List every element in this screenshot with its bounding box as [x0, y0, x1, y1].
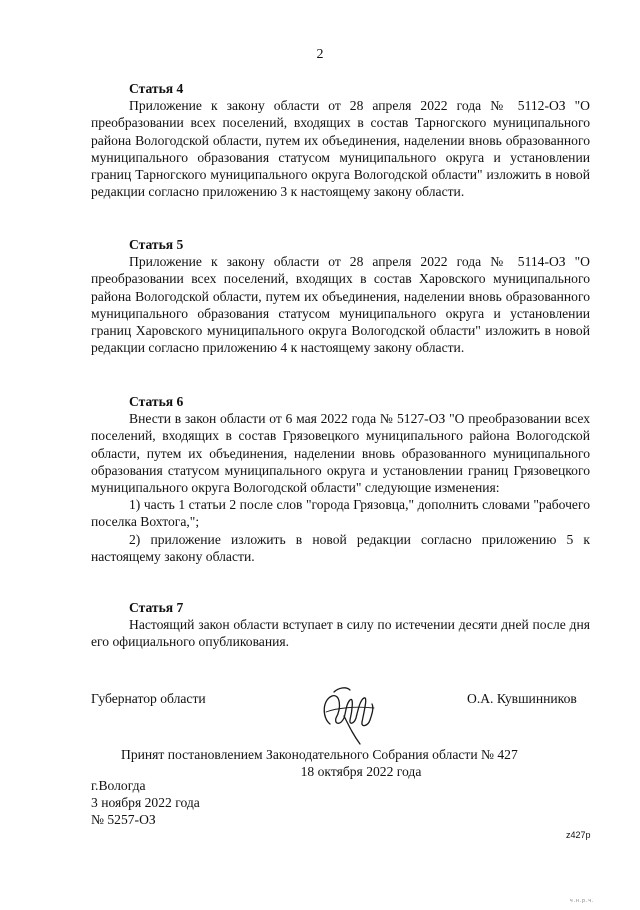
- article-6: [91, 393, 590, 565]
- adoption-date: 18 октября 2022 года: [300, 764, 422, 779]
- amendment-item-1: 1) часть 1 статьи 2 после слов "города Грязовца," дополнить словами "рабочего поселка Вохтога,";: [91, 497, 590, 530]
- article-paragraph: Приложение к закону области от 28 апреля 2022 года № 5114-ОЗ "О преобразовании всех поселений, входящих в состав Харовского муниципального района Вологодской области, путем их объединения, наделении вновь образованного муниципального образования статусом муниципального округа и установлении границ Харовского муниципального округа Вологодской области" изложить в новой редакции согласно приложению 4 к настоящему закону области.: [91, 254, 590, 356]
- article-7: [91, 599, 590, 651]
- page-number: 2: [316, 47, 324, 62]
- article-heading: Статья 7: [129, 600, 184, 615]
- article-paragraph: Настоящий закон области вступает в силу по истечении десяти дней после дня его официального опубликования.: [91, 617, 590, 650]
- law-number: № 5257-ОЗ: [91, 812, 156, 828]
- place: г.Вологда: [91, 778, 146, 793]
- article-heading: Статья 5: [129, 237, 184, 252]
- scan-mark: ч.н.р.ч.: [570, 898, 595, 904]
- amendment-item-2: 2) приложение изложить в новой редакции согласно приложению 5 к настоящему закону области.: [91, 531, 590, 564]
- law-meta: [91, 777, 200, 829]
- article-heading: Статья 4: [129, 81, 184, 96]
- article-4: [91, 80, 590, 200]
- adoption-line: Принят постановлением Законодательного Собрания области № 427: [121, 747, 518, 762]
- article-paragraph: Внести в закон области от 6 мая 2022 года № 5127-ОЗ "О преобразовании всех поселений, входящих в состав Грязовецкого муниципального района Вологодской области, путем их объединения, наделении вновь образованного муниципального образования статусом муниципального округа и установлении границ Грязовецкого муниципального округа Вологодской области" следующие изменения:: [91, 411, 590, 496]
- signatory-name: О.А. Кувшинников: [467, 691, 577, 706]
- article-paragraph: Приложение к закону области от 28 апреля 2022 года № 5112-ОЗ "О преобразовании всех поселений, входящих в состав Тарногского муниципального района Вологодской области, путем их объединения, наделении вновь образованного муниципального образования статусом муниципального округа и установлении границ Тарногского муниципального округа Вологодской области" изложить в новой редакции согласно приложению 3 к настоящему закону области.: [91, 98, 590, 200]
- law-date: 3 ноября 2022 года: [91, 795, 200, 811]
- article-heading: Статья 6: [129, 394, 184, 409]
- article-5: [91, 236, 590, 356]
- handwritten-signature-icon: [316, 678, 386, 748]
- signatory-title: Губернатор области: [91, 691, 206, 706]
- document-code: z427р: [566, 830, 591, 840]
